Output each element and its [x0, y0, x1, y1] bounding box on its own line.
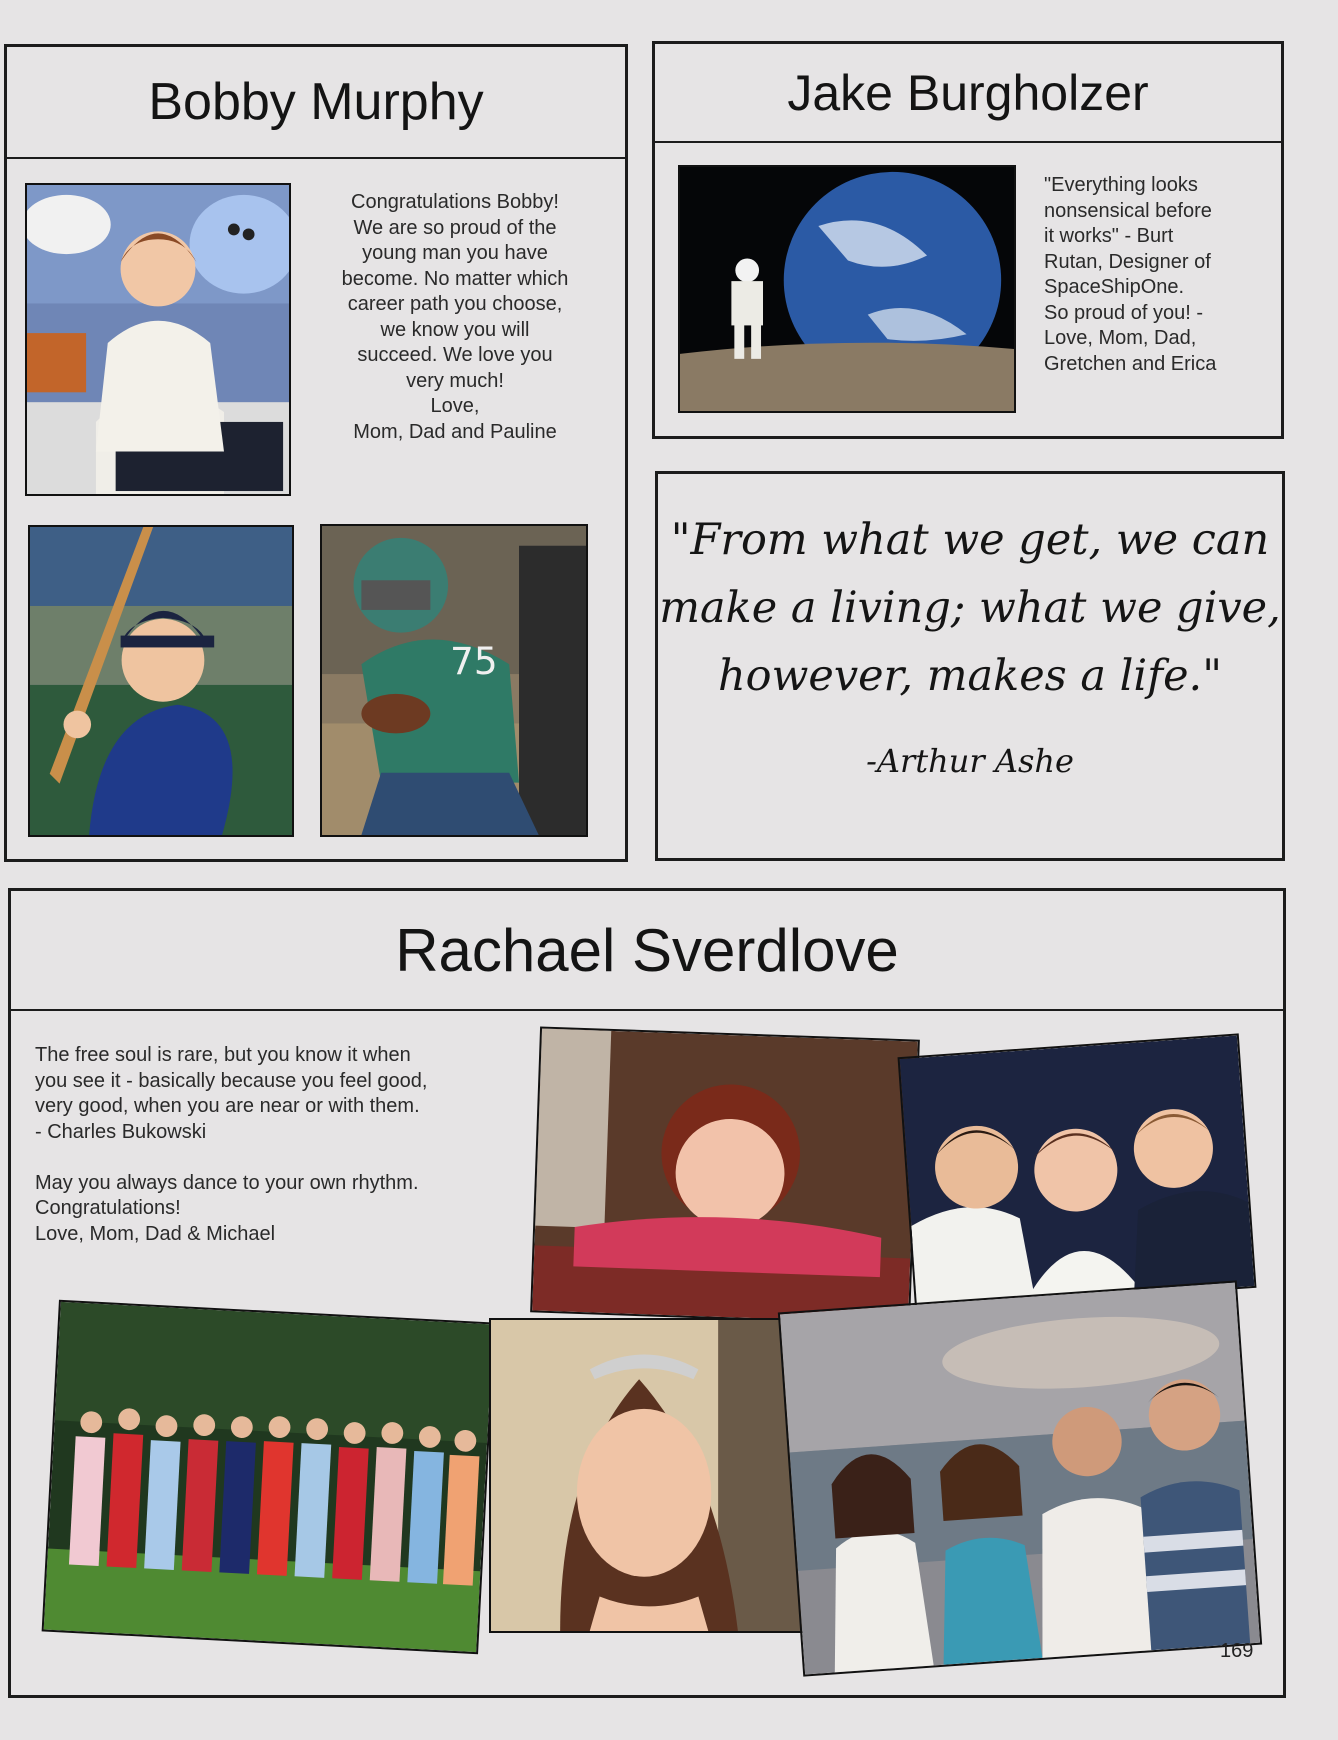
rachael-family-beach-photo	[778, 1280, 1262, 1676]
bobby-toddler-photo	[25, 183, 291, 496]
jake-message	[1044, 173, 1274, 377]
jake-message-line: Love, Mom, Dad,	[1044, 327, 1197, 349]
jake-astronaut-photo	[678, 165, 1016, 413]
bobby-message-line: very much!	[406, 369, 504, 392]
jake-message-line: So proud of you! -	[1044, 301, 1203, 324]
rachael-message-line: you see it - basically because you feel good,	[35, 1069, 428, 1092]
rachael-message	[35, 1043, 515, 1247]
bobby-message-line: we know you will	[380, 318, 530, 341]
bobby-message-line: Love,	[430, 395, 480, 417]
jake-message-line: Rutan, Designer of	[1044, 250, 1211, 273]
rachael-header	[11, 891, 1283, 1011]
rachael-message-line: - Charles Bukowski	[35, 1120, 207, 1143]
quote-section	[655, 471, 1285, 861]
bobby-name: Bobby Murphy	[148, 73, 484, 131]
jake-header	[655, 44, 1281, 143]
rachael-message-line	[35, 1145, 515, 1171]
rachael-name: Rachael Sverdlove	[395, 916, 899, 984]
jake-message-line: Gretchen and Erica	[1044, 352, 1217, 375]
svg-text:75: 75	[450, 639, 498, 684]
jake-name: Jake Burgholzer	[787, 64, 1149, 121]
rachael-message-line: Congratulations!	[35, 1197, 181, 1219]
bobby-message-line: Congratulations Bobby!	[351, 191, 559, 213]
rachael-tiara-photo	[489, 1318, 811, 1633]
rachael-message-line: Love, Mom, Dad & Michael	[35, 1222, 276, 1245]
quote-line: however, makes a life."	[717, 651, 1222, 701]
rachael-three-kids-photo	[898, 1033, 1257, 1311]
jake-message-line: SpaceShipOne.	[1044, 276, 1185, 298]
bobby-football-photo	[320, 524, 588, 837]
page-number: 169	[1220, 1640, 1254, 1662]
bobby-message-line: career path you choose,	[347, 293, 563, 315]
bobby-message-line: succeed. We love you	[357, 344, 553, 366]
bobby-message-line: Mom, Dad and Pauline	[353, 420, 557, 443]
bobby-message-line: young man you have	[362, 242, 548, 264]
quote-line: "From what we get, we can	[670, 515, 1270, 565]
rachael-toddler-photo	[530, 1026, 920, 1325]
rachael-message-line: May you always dance to your own rhythm.	[35, 1171, 419, 1194]
jake-message-line: nonsensical before	[1044, 199, 1212, 222]
bobby-message-line: We are so proud of the	[353, 216, 557, 239]
quote-line: make a living; what we give,	[659, 583, 1281, 633]
jake-message-line: "Everything looks	[1044, 174, 1198, 196]
bobby-baseball-photo	[28, 525, 294, 837]
rachael-message-line: The free soul is rare, but you know it when	[35, 1044, 411, 1066]
quote-attribution: -Arthur Ashe	[866, 742, 1074, 780]
bobby-message-line: become. No matter which	[341, 267, 569, 290]
jake-message-line: it works" - Burt	[1044, 225, 1174, 247]
bobby-message	[300, 190, 610, 445]
bobby-header	[7, 47, 625, 159]
quote-text	[658, 506, 1282, 710]
rachael-prom-group-photo	[42, 1300, 496, 1654]
rachael-message-line: very good, when you are near or with them.	[35, 1095, 420, 1117]
